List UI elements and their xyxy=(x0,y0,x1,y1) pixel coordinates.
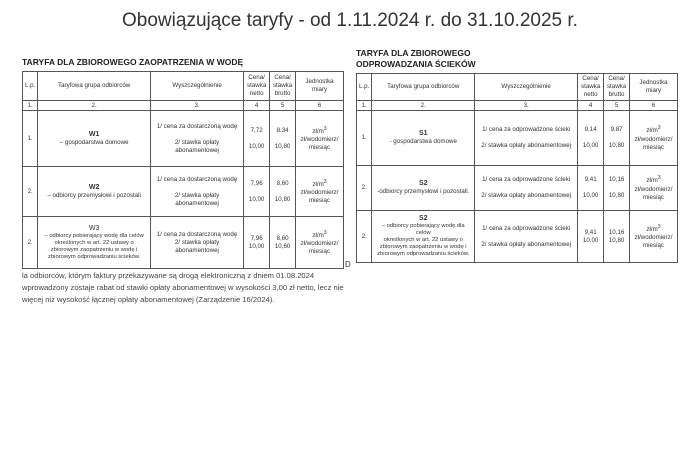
unit-line-2: zł/wodomierz/ miesiąc xyxy=(300,189,339,205)
brutto-value-2: 10,80 xyxy=(608,142,625,149)
col-number: 2. xyxy=(38,101,151,111)
water-number-row xyxy=(23,101,344,111)
netto-value-1: 7,96 xyxy=(250,179,263,187)
row-group xyxy=(372,166,475,211)
table-row xyxy=(23,217,344,269)
row-unit xyxy=(630,211,678,263)
row-netto xyxy=(578,166,604,211)
netto-value-1: 9,14 xyxy=(584,126,597,133)
spec-line-2: 2/ stawka opłaty abonamentowej xyxy=(174,138,220,154)
header-netto: Cena/ stawka netto xyxy=(244,72,270,101)
row-brutto xyxy=(604,211,630,263)
brutto-value-1: 10,16 xyxy=(608,176,625,183)
row-unit xyxy=(630,166,678,211)
row-brutto xyxy=(270,167,296,217)
stray-d-mark: D xyxy=(345,260,351,269)
row-group xyxy=(372,111,475,166)
brutto-value-1: 8,60 xyxy=(276,234,289,242)
sewage-tariff-table xyxy=(356,73,678,263)
unit-line-1 xyxy=(298,125,341,136)
unit-line-2: zł/wodomierz/ miesiąc xyxy=(634,234,673,250)
unit-sup: 3 xyxy=(657,175,661,182)
row-lp: 1. xyxy=(23,111,38,167)
col-number: 5 xyxy=(270,101,296,111)
unit-line-2: zł/wodomierz/ miesiąc xyxy=(300,136,339,152)
brutto-value-2: 10,60 xyxy=(274,242,291,250)
water-tariff-table xyxy=(22,71,344,269)
row-spec xyxy=(150,111,243,167)
row-netto xyxy=(244,217,270,269)
col-number: 1. xyxy=(357,101,372,111)
header-brutto: Cena/ stawka brutto xyxy=(270,72,296,101)
unit-sup: 3 xyxy=(323,125,327,132)
unit-line-1 xyxy=(632,124,675,135)
brutto-value-2: 10,80 xyxy=(274,195,291,203)
netto-value-2: 10,00 xyxy=(248,142,265,150)
header-brutto: Cena/ stawka brutto xyxy=(604,74,630,101)
header-unit: Jednostka miary xyxy=(630,74,678,101)
col-number: 6 xyxy=(630,101,678,111)
row-unit xyxy=(630,111,678,166)
unit-line-1 xyxy=(632,174,675,185)
spec-line-1: 1/ cena za dostarczoną wodę xyxy=(156,230,238,238)
sewage-number-row xyxy=(357,101,678,111)
unit-text: zł/m xyxy=(646,226,658,234)
brutto-value-2: 10,80 xyxy=(274,142,291,150)
group-code: S1 xyxy=(418,130,428,137)
row-brutto xyxy=(604,111,630,166)
discount-note: la odbiorców, którym faktury przekazywane są drogą elektroniczną z dniem 01.08.2024 wprowadzony zostaje rabat od stawki opłaty abonamentowej w wysokości 3,00 zł netto, lecz nie więcej niż wysokość łącznej opłaty abonamentowej (Zarządzenie 16/2024). xyxy=(22,271,344,304)
brutto-value-2: 10,80 xyxy=(608,236,625,244)
row-group xyxy=(38,111,151,167)
row-group xyxy=(372,211,475,263)
row-lp: 1. xyxy=(357,111,372,166)
col-number: 4 xyxy=(578,101,604,111)
sewage-table-caption: TARYFA DLA ZBIOROWEGO ODPROWADZANIA ŚCIEKÓW xyxy=(356,48,476,69)
spec-line-2: 2/ stawka opłaty abonamentowej xyxy=(481,142,572,149)
table-row xyxy=(357,166,678,211)
brutto-value-1: 9,87 xyxy=(610,126,623,133)
row-netto xyxy=(244,111,270,167)
row-spec xyxy=(150,167,243,217)
netto-value-2: 10,00 xyxy=(582,236,599,244)
row-group xyxy=(38,167,151,217)
group-code: W2 xyxy=(88,183,100,191)
netto-value-1: 9,41 xyxy=(584,228,597,236)
row-unit xyxy=(296,167,344,217)
unit-text: zł/m xyxy=(646,177,658,185)
row-spec xyxy=(475,111,578,166)
unit-line-1 xyxy=(298,229,341,240)
header-unit: Jednostka miary xyxy=(296,72,344,101)
netto-value-2: 10,00 xyxy=(248,242,265,250)
spec-line-1: 1/ cena za odprowadzone ścieki xyxy=(482,224,571,232)
sewage-header-row xyxy=(357,74,678,101)
unit-line-1 xyxy=(298,178,341,189)
spec-line-2: 2/ stawka opłaty abonamentowej xyxy=(481,192,572,199)
spec-line-1: 1/ cena za dostarczoną wodę xyxy=(156,175,238,183)
row-lp: 2. xyxy=(23,217,38,269)
netto-value-2: 10,00 xyxy=(248,195,265,203)
unit-line-1 xyxy=(632,223,675,234)
spec-line-1: 1/ cena za dostarczoną wodę xyxy=(156,122,238,130)
group-desc: -odbiorcy przemysłowi i pozostali. xyxy=(377,188,470,195)
group-code: W1 xyxy=(88,130,100,138)
col-number: 2. xyxy=(372,101,475,111)
header-netto: Cena/ stawka netto xyxy=(578,74,604,101)
row-brutto xyxy=(604,166,630,211)
header-lp: L.p. xyxy=(23,72,38,101)
brutto-value-1: 8,60 xyxy=(276,179,289,187)
unit-line-2: zł/wodomierz/ miesiąc xyxy=(634,185,673,201)
netto-value-1: 7,96 xyxy=(250,234,263,242)
netto-value-2: 10,00 xyxy=(582,192,599,199)
unit-text: zł/m xyxy=(312,232,324,240)
spec-line-2: 2/ stawka opłaty abonamentowej xyxy=(174,191,220,207)
row-spec xyxy=(475,166,578,211)
row-lp: 2. xyxy=(357,211,372,263)
unit-text: zł/m xyxy=(312,128,324,136)
unit-sup: 3 xyxy=(323,178,327,185)
col-number: 5 xyxy=(604,101,630,111)
col-number: 3. xyxy=(150,101,243,111)
brutto-value-1: 10,16 xyxy=(608,228,625,236)
row-lp: 2. xyxy=(357,166,372,211)
spec-line-2: 2/ stawka opłaty abonamentowej xyxy=(174,238,220,254)
col-number: 1. xyxy=(23,101,38,111)
row-netto xyxy=(578,111,604,166)
spec-line-1: 1/ cena za odprowadzone ścieki xyxy=(482,176,571,183)
row-lp: 2. xyxy=(23,167,38,217)
page-title: Obowiązujące taryfy - od 1.11.2024 r. do 31.10.2025 r. xyxy=(122,10,578,31)
unit-line-2: zł/wodomierz/ miesiąc xyxy=(634,135,673,151)
group-code: S2 xyxy=(418,215,428,222)
netto-value-1: 9,41 xyxy=(584,176,597,183)
unit-text: zł/m xyxy=(312,181,324,189)
row-group xyxy=(38,217,151,269)
group-desc: – odbiorcy przemysłowi i pozostali xyxy=(47,191,141,199)
brutto-value-2: 10,80 xyxy=(608,192,625,199)
table-row xyxy=(357,111,678,166)
group-desc: - gospodarstwa domowe xyxy=(389,138,457,145)
row-netto xyxy=(578,211,604,263)
row-unit xyxy=(296,217,344,269)
row-netto xyxy=(244,167,270,217)
table-row xyxy=(23,111,344,167)
unit-sup: 3 xyxy=(323,229,327,236)
col-number: 6 xyxy=(296,101,344,111)
group-code: S2 xyxy=(418,180,428,187)
header-lp: L.p. xyxy=(357,74,372,101)
netto-value-1: 7,72 xyxy=(250,126,263,134)
row-unit xyxy=(296,111,344,167)
col-number: 3. xyxy=(475,101,578,111)
unit-sup: 3 xyxy=(657,223,661,230)
row-spec xyxy=(475,211,578,263)
spec-line-1: 1/ cena za odprowadzone ścieki xyxy=(482,126,571,133)
unit-sup: 3 xyxy=(657,125,661,132)
group-desc: – odbiorcy pobierający wodę dla celów określonych w art. 22 ustawy o zbiorowym zaopatrzeniu w wodę i zbiorowym odprowadzaniu ścieków. xyxy=(377,223,470,257)
group-desc: – gospodarstwa domowe xyxy=(59,138,129,146)
brutto-value-1: 8,34 xyxy=(276,126,289,134)
water-table-caption: TARYFA DLA ZBIOROWEGO ZAOPATRZENIA W WODĘ xyxy=(22,57,244,67)
row-brutto xyxy=(270,111,296,167)
table-row xyxy=(23,167,344,217)
netto-value-2: 10,00 xyxy=(582,142,599,149)
col-number: 4 xyxy=(244,101,270,111)
header-group: Taryfowa grupa odbiorców xyxy=(372,74,475,101)
group-code: W3 xyxy=(88,224,100,232)
header-spec: Wyszczególnienie xyxy=(475,74,578,101)
water-header-row xyxy=(23,72,344,101)
spec-line-2: 2/ stawka opłaty abonamentowej xyxy=(481,240,572,248)
row-spec xyxy=(150,217,243,269)
row-brutto xyxy=(270,217,296,269)
unit-line-2: zł/wodomierz/ miesiąc xyxy=(300,240,339,256)
header-spec: Wyszczególnienie xyxy=(150,72,243,101)
unit-text: zł/m xyxy=(646,127,658,135)
table-row xyxy=(357,211,678,263)
header-group: Taryfowa grupa odbiorców xyxy=(38,72,151,101)
group-desc: – odbiorcy pobierający wodę dla celów określonych w art. 22 ustawy o zbiorowym zaopatrzeniu w wodę i zbiorowym odprowadzaniu ścieków. xyxy=(44,232,144,260)
